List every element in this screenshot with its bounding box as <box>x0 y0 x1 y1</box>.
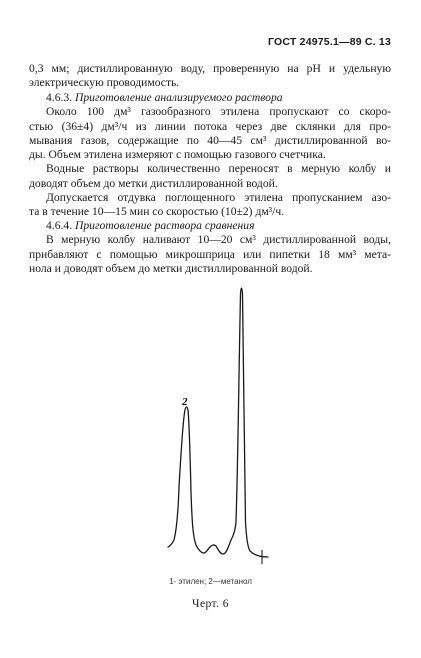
peak-2-label: 2 <box>182 396 188 408</box>
chromatogram-figure <box>150 282 280 572</box>
text-line: Допускается отдувка поглощенного этилена пропусканием азо- <box>46 191 391 205</box>
section-4-6-3 <box>29 91 391 220</box>
section-number: 4.6.3. <box>46 91 73 104</box>
text-line: мывания газов, содержащие по 40—45 см³ дистиллированной во- <box>29 133 391 147</box>
section-heading <box>29 219 391 233</box>
section-heading <box>29 91 391 105</box>
text-line: электрическую проводимость. <box>29 76 180 90</box>
text-line: Водные растворы количественно переносят в мерную колбу и <box>46 162 391 176</box>
section-title: Приготовление анализируемого раствора <box>75 91 283 104</box>
paragraph-intro <box>29 62 391 91</box>
section-title: Приготовление раствора сравнения <box>75 219 255 232</box>
text-line: 0,3 мм; дистиллированную воду, проверенную на pH и удельную <box>29 62 391 75</box>
text-line: стью (36±4) дм³/ч из линии потока через две склянки для про- <box>29 119 391 133</box>
text-line: нола и доводят объем до метки дистиллированной водой. <box>29 261 313 275</box>
text-line: В мерную колбу наливают 10—20 см³ дистиллированной воды, <box>46 233 391 247</box>
text-line: та в течение 10—15 мин со скоростью (10±2) дм³/ч. <box>29 205 285 219</box>
page-header: ГОСТ 24975.1—89 С. 13 <box>268 36 391 48</box>
text-line: доводят объем до метки дистиллированной водой. <box>29 176 278 190</box>
figure-caption: 1- этилен; 2—метанол <box>169 577 252 586</box>
text-line: ды. Объем этилена измеряют с помощью газового счетчика. <box>29 148 326 162</box>
chromatogram-trace <box>168 288 268 557</box>
section-number: 4.6.4. <box>46 219 73 232</box>
figure-label: Черт. 6 <box>192 597 229 610</box>
text-line: Около 100 дм³ газообразного этилена пропускают со скоро- <box>46 105 391 119</box>
section-4-6-4 <box>29 219 391 276</box>
text-line: прибавляют с помощью микрошприца или пипетки 18 мм³ мета- <box>29 247 391 261</box>
